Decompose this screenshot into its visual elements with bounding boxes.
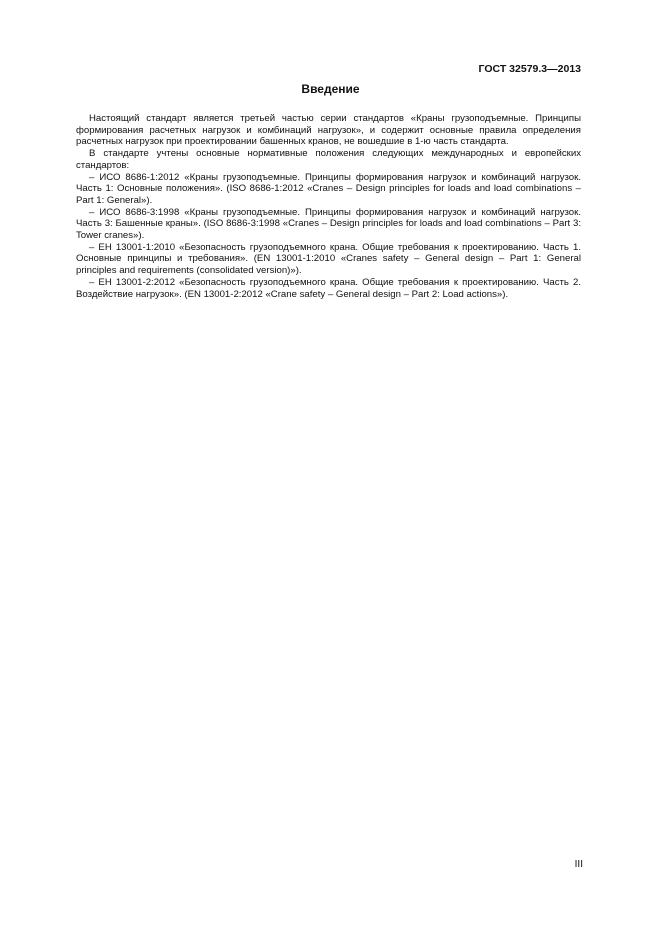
intro-paragraph: Настоящий стандарт является третьей частью серии стандартов «Краны грузоподъемные. Принципы формирования расчетных нагрузок и комбинаций нагрузок», и содержит основные правила определения расчетных нагрузок при проектировании башенных кранов, не вошедшие в 1-ю часть стандарта. (76, 113, 581, 148)
standard-reference-item: – ИСО 8686-3:1998 «Краны грузоподъемные. Принципы формирования нагрузок и комбинаций нагрузок. Часть 3: Башенные краны». (ISO 8686-3:1998 «Cranes – Design principles for loads and load combinations – Part 3: Tower cranes»). (76, 206, 581, 242)
standards-intro-paragraph: В стандарте учтены основные нормативные положения следующих международных и европейских стандартов: (76, 148, 581, 171)
standard-reference-item: – ЕН 13001-2:2012 «Безопасность грузоподъемного крана. Общие требования к проектированию. Часть 2. Воздействие нагрузок». (EN 13001-2:2012 «Crane safety – General design – Part 2: Load actions»). (76, 276, 581, 300)
introduction-body (76, 113, 581, 300)
document-code: ГОСТ 32579.3—2013 (478, 63, 581, 75)
standard-reference-item: – ЕН 13001-1:2010 «Безопасность грузоподъемного крана. Общие требования к проектированию. Часть 1. Основные принципы и требования». (EN 13001-1:2010 «Cranes safety – General design – Part 1: General principles and requirements (consolidated version)»). (76, 241, 581, 277)
page-number: III (574, 859, 583, 870)
section-title: Введение (301, 82, 360, 96)
standard-reference-item: – ИСО 8686-1:2012 «Краны грузоподъемные. Принципы формирования нагрузок и комбинаций нагрузок. Часть 1: Основные положения». (ISO 8686-1:2012 «Cranes – Design principles for loads and load combinations – Part 1: General»). (76, 171, 581, 206)
